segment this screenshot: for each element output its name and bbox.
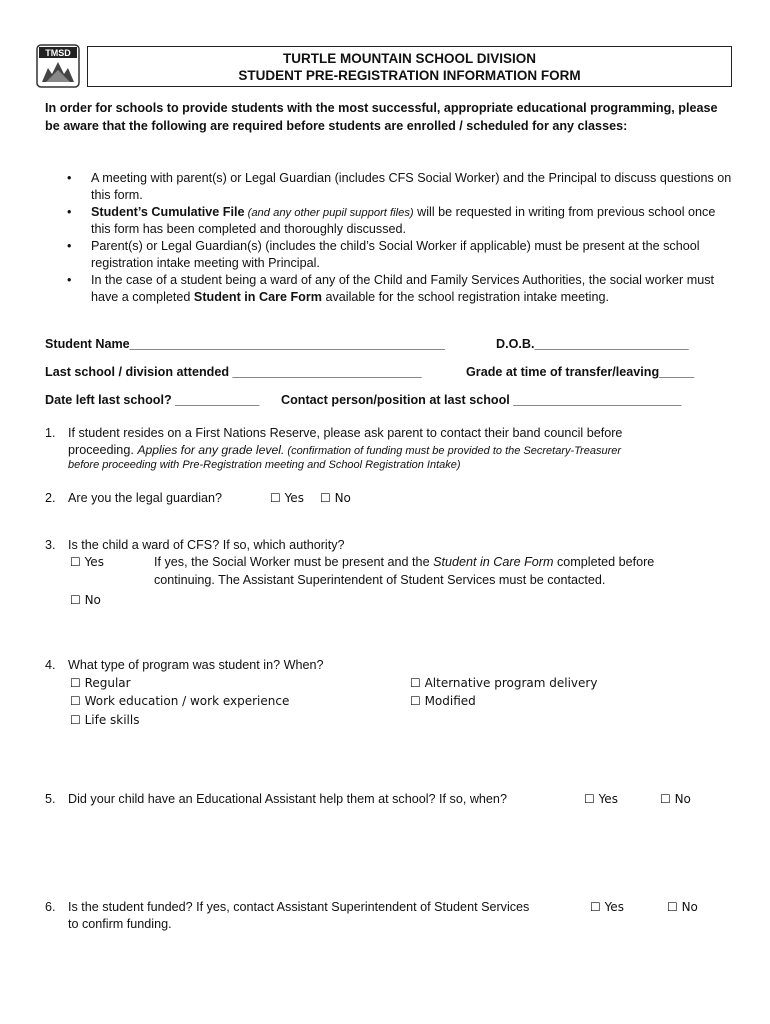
date-left-field[interactable]: Date left last school? ____________ bbox=[45, 393, 260, 407]
contact-person-field[interactable]: Contact person/position at last school ________________________ bbox=[281, 393, 682, 407]
question-3-note-line2: continuing. The Assistant Superintendent of Student Services must be contacted. bbox=[154, 573, 606, 587]
form-title-line1: TURTLE MOUNTAIN SCHOOL DIVISION bbox=[283, 51, 536, 66]
question-1-line1: If student resides on a First Nations Reserve, please ask parent to contact their band council before bbox=[68, 426, 623, 440]
requirement-item: • Parent(s) or Legal Guardian(s) (includes the child’s Social Worker if applicable) must be present at the school registration intake meeting with Principal. bbox=[67, 239, 700, 270]
question-1-number: 1. bbox=[45, 426, 56, 440]
requirement-item: • A meeting with parent(s) or Legal Guardian (includes CFS Social Worker) and the Principal to discuss questions on this form. bbox=[67, 171, 732, 202]
question-3-text: Is the child a ward of CFS? If so, which authority? bbox=[68, 538, 345, 552]
question-3-note-line1: If yes, the Social Worker must be present and the Student in Care Form completed before bbox=[154, 555, 655, 569]
requirements-list bbox=[45, 170, 735, 305]
program-work-education-checkbox[interactable]: ☐ Work education / work experience bbox=[70, 694, 290, 708]
program-regular-checkbox[interactable]: ☐ Regular bbox=[70, 676, 131, 690]
question-3-yes-checkbox[interactable]: ☐ Yes bbox=[70, 555, 104, 569]
question-4-number: 4. bbox=[45, 658, 56, 672]
question-2-yes-checkbox[interactable]: ☐ Yes bbox=[270, 491, 304, 505]
school-division-logo bbox=[36, 44, 80, 88]
dob-field[interactable]: D.O.B.______________________ bbox=[496, 337, 689, 351]
question-5-number: 5. bbox=[45, 792, 56, 806]
program-modified-checkbox[interactable]: ☐ Modified bbox=[410, 694, 476, 708]
form-title-line2: STUDENT PRE-REGISTRATION INFORMATION FORM bbox=[238, 68, 581, 83]
question-1-line2: proceeding. Applies for any grade level. (confirmation of funding must be provided to the Secretary-Treasurer bbox=[68, 443, 622, 457]
program-alternative-checkbox[interactable]: ☐ Alternative program delivery bbox=[410, 676, 598, 690]
requirement-item: • In the case of a student being a ward of any of the Child and Family Services Authorities, the social worker must have a completed Student in Care Form available for the school registration intake meeting. bbox=[67, 272, 715, 304]
question-2-number: 2. bbox=[45, 491, 56, 505]
last-school-field[interactable]: Last school / division attended ___________________________ bbox=[45, 365, 422, 379]
question-6-line1: Is the student funded? If yes, contact Assistant Superintendent of Student Services bbox=[68, 900, 530, 914]
question-6-number: 6. bbox=[45, 900, 56, 914]
intro-paragraph: In order for schools to provide students with the most successful, appropriate educational programming, please be aware that the following are required before students are enrolled / scheduled for any classes: bbox=[45, 101, 718, 133]
question-5-no-checkbox[interactable]: ☐ No bbox=[660, 792, 691, 806]
question-2-text: Are you the legal guardian? bbox=[68, 491, 223, 505]
question-4-text: What type of program was student in? When? bbox=[68, 658, 324, 672]
logo-text: TMSD bbox=[45, 48, 71, 58]
program-life-skills-checkbox[interactable]: ☐ Life skills bbox=[70, 713, 140, 727]
requirement-item: • Student’s Cumulative File (and any other pupil support files) will be requested in writing from previous school once this form has been completed and thoroughly discussed. bbox=[67, 204, 716, 237]
question-5-text: Did your child have an Educational Assistant help them at school? If so, when? bbox=[68, 792, 507, 806]
question-3-number: 3. bbox=[45, 538, 56, 552]
question-6-no-checkbox[interactable]: ☐ No bbox=[667, 900, 698, 914]
student-name-field[interactable]: Student Name_____________________________________________ bbox=[45, 337, 445, 351]
question-1-line3: before proceeding with Pre-Registration meeting and School Registration Intake) bbox=[68, 459, 461, 471]
question-5-yes-checkbox[interactable]: ☐ Yes bbox=[584, 792, 618, 806]
grade-field[interactable]: Grade at time of transfer/leaving_____ bbox=[466, 365, 695, 379]
question-3-no-checkbox[interactable]: ☐ No bbox=[70, 593, 101, 607]
form-title-box bbox=[87, 46, 732, 87]
question-6-yes-checkbox[interactable]: ☐ Yes bbox=[590, 900, 624, 914]
question-6-line2: to confirm funding. bbox=[68, 917, 172, 931]
question-2-no-checkbox[interactable]: ☐ No bbox=[320, 491, 351, 505]
